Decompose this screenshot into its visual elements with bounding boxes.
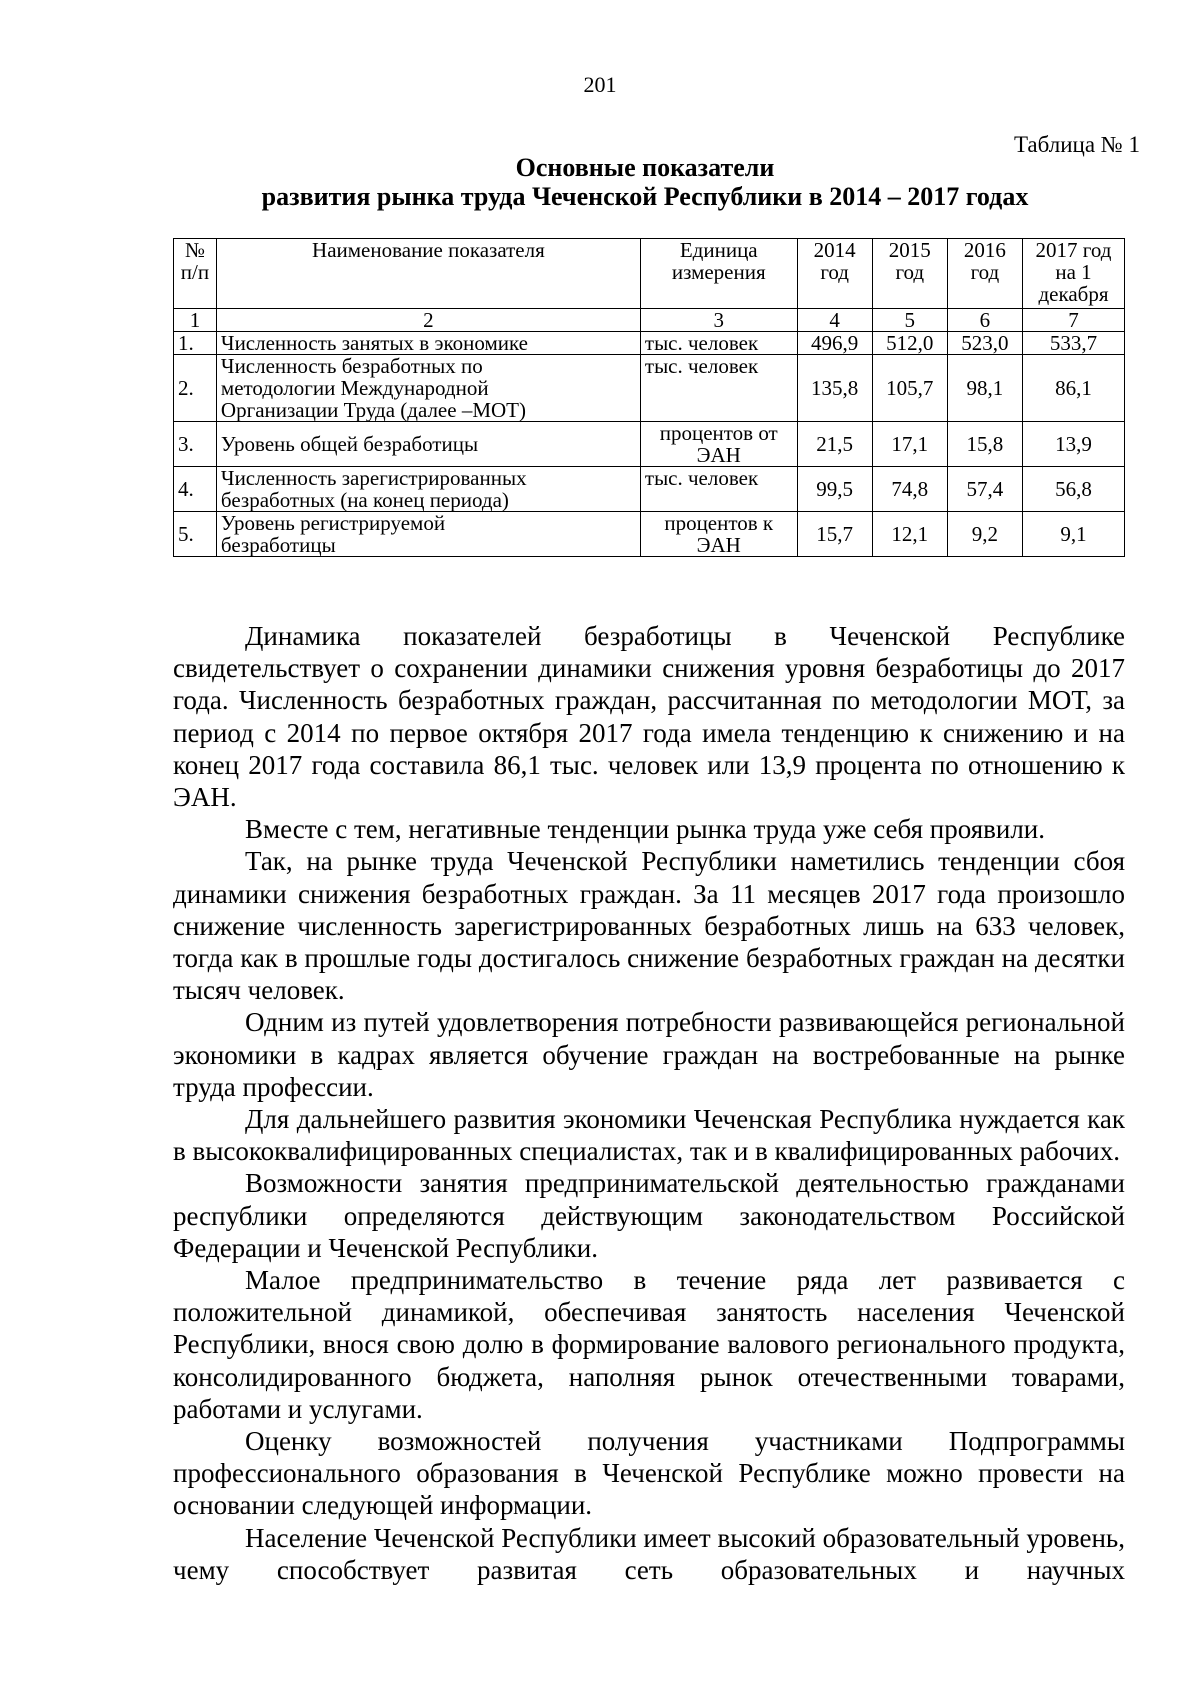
row-value-2015: 512,0 xyxy=(872,332,947,355)
row-num: 1. xyxy=(174,332,217,355)
row-value-2017: 533,7 xyxy=(1022,332,1124,355)
row-value-2017: 9,1 xyxy=(1022,512,1124,557)
table-title-line-2: развития рынка труда Чеченской Республики в 2014 – 2017 годах xyxy=(261,182,1029,211)
row-value-2015: 12,1 xyxy=(872,512,947,557)
header-year-line: 2015 xyxy=(888,238,931,262)
header-year-line: декабря xyxy=(1038,282,1109,306)
header-num-line: № xyxy=(184,238,205,262)
row-num: 4. xyxy=(174,467,217,512)
row-name-line: методологии Международной xyxy=(220,376,489,400)
row-unit-line: тыс. человек xyxy=(644,354,759,378)
row-value-2015: 105,7 xyxy=(872,355,947,422)
row-value-2016: 57,4 xyxy=(947,467,1022,512)
row-num: 3. xyxy=(174,422,217,467)
row-name-line: безработицы xyxy=(220,533,336,557)
column-number: 1 xyxy=(174,309,217,332)
row-unit xyxy=(640,422,797,467)
row-num: 5. xyxy=(174,512,217,557)
table-row xyxy=(174,422,1125,467)
paragraph: Малое предпринимательство в течение ряда лет развивается с положительной динамикой, обеспечивая занятость населения Чеченской Республики, внося свою долю в формирование валового регионального продукта, консолидированного бюджета, наполняя рынок отечественными товарами, работами и услугами. xyxy=(173,1265,1125,1424)
row-unit-line: ЭАН xyxy=(696,533,741,557)
row-value-2016: 98,1 xyxy=(947,355,1022,422)
header-name: Наименование показателя xyxy=(216,239,640,309)
row-value-2014: 496,9 xyxy=(797,332,872,355)
table-title xyxy=(150,153,1140,211)
row-value-2017: 13,9 xyxy=(1022,422,1124,467)
row-unit xyxy=(640,332,797,355)
row-value-2016: 523,0 xyxy=(947,332,1022,355)
row-name xyxy=(216,332,640,355)
table-header-row xyxy=(174,239,1125,309)
row-name-line: Численность безработных по xyxy=(220,354,483,378)
row-value-2016: 9,2 xyxy=(947,512,1022,557)
paragraph: Оценку возможностей получения участниками Подпрограммы профессионального образования в Чеченской Республике можно провести на основании следующей информации. xyxy=(173,1426,1125,1521)
header-year-line: 2016 xyxy=(963,238,1006,262)
header-2017 xyxy=(1022,239,1124,309)
paragraph: Для дальнейшего развития экономики Чеченская Республика нуждается как в высококвалифицированных специалистах, так и в квалифицированных рабочих. xyxy=(173,1104,1125,1167)
row-value-2014: 21,5 xyxy=(797,422,872,467)
header-year-line: год xyxy=(820,260,849,284)
row-value-2015: 74,8 xyxy=(872,467,947,512)
row-name xyxy=(216,467,640,512)
header-year-line: 2014 xyxy=(813,238,856,262)
row-name xyxy=(216,355,640,422)
header-2016 xyxy=(947,239,1022,309)
row-value-2014: 15,7 xyxy=(797,512,872,557)
row-name xyxy=(216,512,640,557)
row-name-line: Уровень общей безработицы xyxy=(220,432,479,456)
paragraph: Динамика показателей безработицы в Чеченской Республике свидетельствует о сохранении динамики снижения уровня безработицы до 2017 года. Численность безработных граждан, рассчитанная по методологии МОТ, за период с 2014 по первое октября 2017 года имела тенденцию к снижению и на конец 2017 года составила 86,1 тыс. человек или 13,9 процента по отношению к ЭАН. xyxy=(173,621,1125,813)
header-num xyxy=(174,239,217,309)
paragraph: Население Чеченской Республики имеет высокий образовательный уровень, чему способствует развитая сеть образовательных и научных xyxy=(173,1522,1125,1585)
row-name-line: безработных (на конец периода) xyxy=(220,488,509,512)
paragraph: Так, на рынке труда Чеченской Республики наметились тенденции сбоя динамики снижения безработных граждан. За 11 месяцев 2017 года произошло снижение численность зарегистрированных безработных лишь на 633 человек, тогда как в прошлые годы достигалось снижение безработных граждан на десятки тысяч человек. xyxy=(173,846,1125,1006)
paragraph: Возможности занятия предпринимательской деятельностью гражданами республики определяются действующим законодательством Российской Федерации и Чеченской Республики. xyxy=(173,1168,1125,1263)
header-unit-line: Единица xyxy=(679,238,758,262)
row-value-2016: 15,8 xyxy=(947,422,1022,467)
row-unit xyxy=(640,467,797,512)
table-label: Таблица № 1 xyxy=(1013,132,1140,157)
table-row xyxy=(174,332,1125,355)
row-unit-line: тыс. человек xyxy=(644,331,759,355)
header-unit-line: измерения xyxy=(671,260,766,284)
row-unit-line: тыс. человек xyxy=(644,466,759,490)
row-value-2015: 17,1 xyxy=(872,422,947,467)
row-value-2014: 99,5 xyxy=(797,467,872,512)
table-title-line-1: Основные показатели xyxy=(515,153,775,182)
header-2015 xyxy=(872,239,947,309)
row-unit xyxy=(640,355,797,422)
column-number: 6 xyxy=(947,309,1022,332)
row-unit xyxy=(640,512,797,557)
header-num-line: п/п xyxy=(180,260,210,284)
header-unit xyxy=(640,239,797,309)
header-year-line: 2017 год xyxy=(1035,238,1112,262)
paragraph: Одним из путей удовлетворения потребности развивающейся региональной экономики в кадрах является обучение граждан на востребованные на рынке труда профессии. xyxy=(173,1007,1125,1102)
column-number: 4 xyxy=(797,309,872,332)
row-value-2017: 86,1 xyxy=(1022,355,1124,422)
header-2014 xyxy=(797,239,872,309)
table-row xyxy=(174,355,1125,422)
row-name-line: Организации Труда (далее –МОТ) xyxy=(220,398,526,422)
row-unit-line: ЭАН xyxy=(696,443,741,467)
row-name-line: Численность зарегистрированных xyxy=(220,466,527,490)
row-name-line: Численность занятых в экономике xyxy=(220,331,528,355)
table-row xyxy=(174,467,1125,512)
table-row xyxy=(174,512,1125,557)
row-name-line: Уровень регистрируемой xyxy=(220,511,446,535)
header-year-line: год xyxy=(895,260,925,284)
labor-market-table xyxy=(173,238,1125,557)
column-number: 5 xyxy=(872,309,947,332)
header-year-line: год xyxy=(970,260,1000,284)
row-name xyxy=(216,422,640,467)
header-year-line: на 1 xyxy=(1055,260,1092,284)
body-text xyxy=(173,620,1125,1586)
row-unit-line: процентов к xyxy=(664,511,774,535)
row-unit-line: процентов от xyxy=(659,421,778,445)
column-number: 7 xyxy=(1022,309,1124,332)
column-number: 3 xyxy=(640,309,797,332)
column-number: 2 xyxy=(216,309,640,332)
row-num: 2. xyxy=(174,355,217,422)
table-column-numbers-row xyxy=(174,309,1125,332)
row-value-2014: 135,8 xyxy=(797,355,872,422)
page-number: 201 xyxy=(583,72,617,97)
row-value-2017: 56,8 xyxy=(1022,467,1124,512)
paragraph: Вместе с тем, негативные тенденции рынка труда уже себя проявили. xyxy=(245,814,1045,845)
